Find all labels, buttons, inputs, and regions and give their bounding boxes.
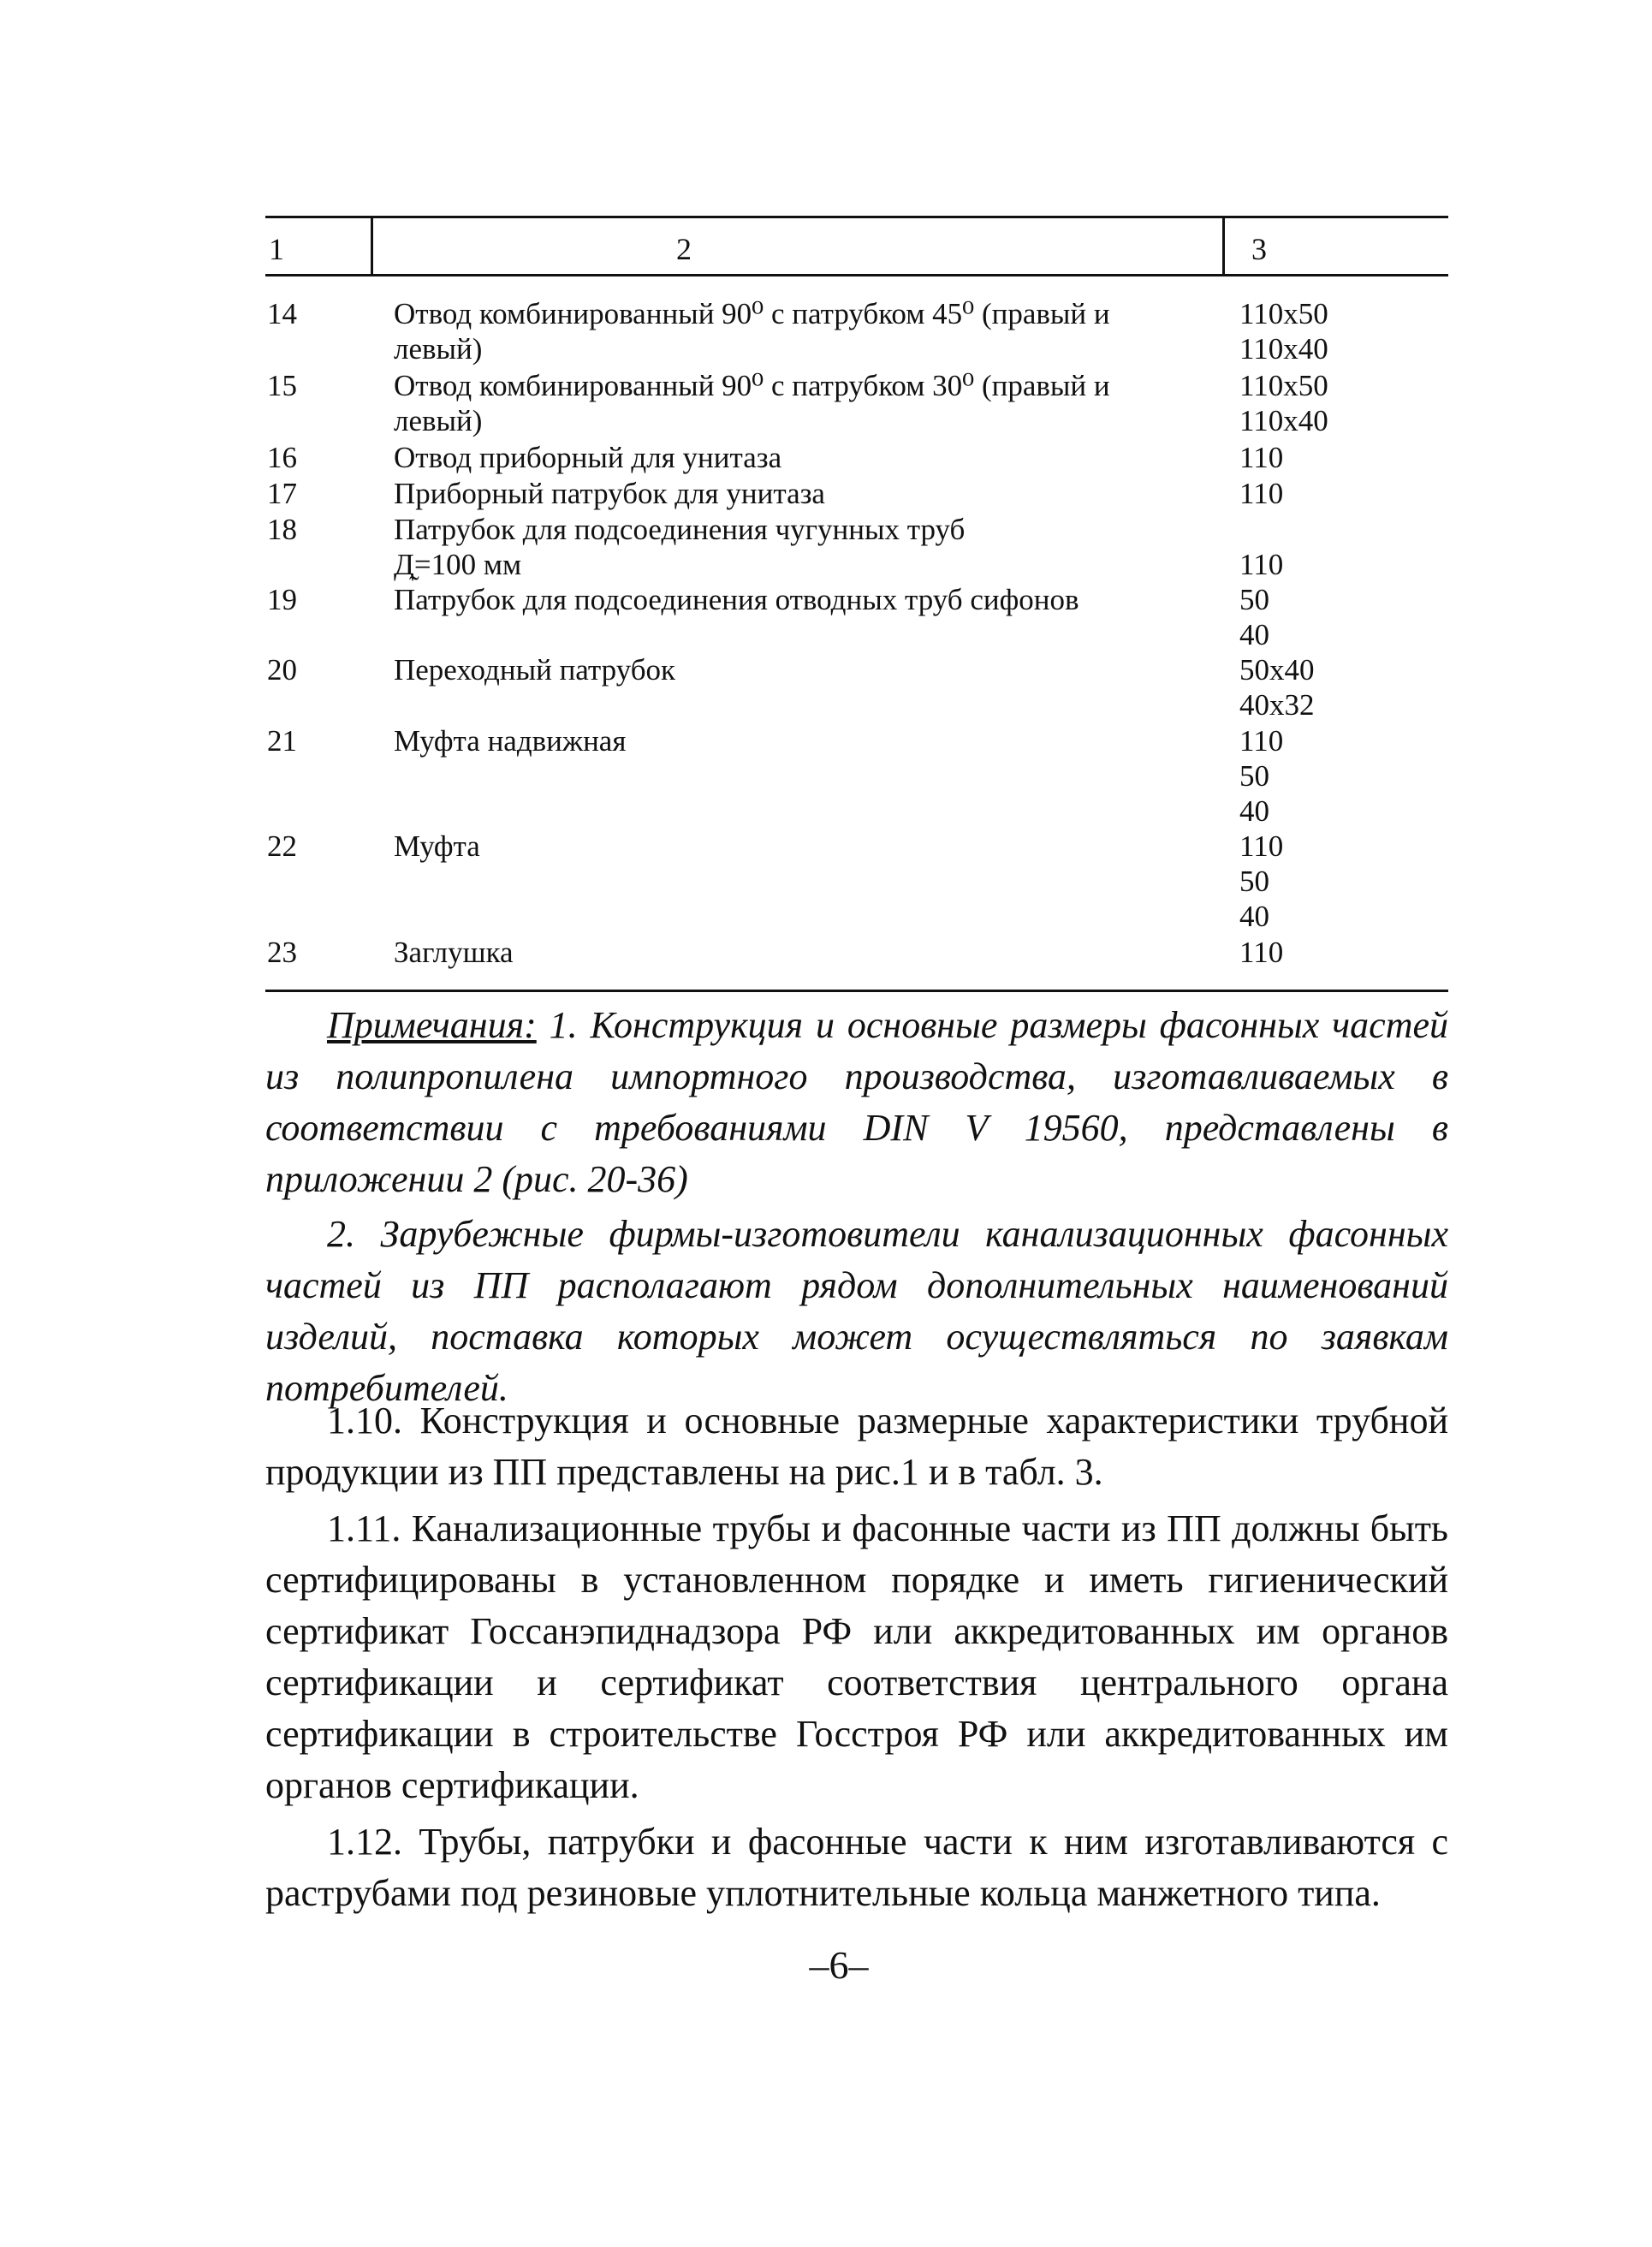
row-name <box>394 368 1215 438</box>
row-name <box>394 476 1215 511</box>
table-header-col-2: 2 <box>676 232 692 266</box>
row-size-value: 110 <box>1239 441 1284 474</box>
row-sizes <box>1239 723 1283 829</box>
note-1-text: 1. Конструкция и основные размеры фасонных частей из полипропилена импортного производства, изготавливаемых в соответствии с требованиями DIN V 19560, представлены в приложении 2 (рис. 20-36) <box>265 1004 1448 1200</box>
note-1 <box>265 1000 1448 1205</box>
row-size-value: 40x32 <box>1239 688 1315 722</box>
row-size-value: 50 <box>1239 759 1269 793</box>
body-text <box>265 1395 1448 1919</box>
row-number: 22 <box>267 829 297 863</box>
row-number: 23 <box>267 936 297 969</box>
paragraph-1-12: 1.12. Трубы, патрубки и фасонные части к ним изготавливаются с раструбами под резиновые уплотнительные кольца манжетного типа. <box>265 1821 1448 1914</box>
row-sizes <box>1239 476 1283 511</box>
table-header-rule <box>265 274 1448 276</box>
row-name-line: Приборный патрубок для унитаза <box>394 477 825 510</box>
row-name-line: Заглушка <box>394 936 514 969</box>
table-header-col-1: 1 <box>269 232 284 266</box>
table-header-divider-1 <box>371 216 373 276</box>
row-number: 14 <box>267 297 297 330</box>
row-sizes <box>1239 368 1328 438</box>
row-name-line: Патрубок для подсоединения чугунных труб <box>394 513 966 546</box>
row-name <box>394 935 1215 970</box>
table-header-divider-2 <box>1222 216 1225 276</box>
row-name-line: Муфта надвижная <box>394 724 627 758</box>
row-size-value: 110 <box>1239 724 1284 758</box>
paragraph-1-11: 1.11. Канализационные трубы и фасонные части из ПП должны быть сертифицированы в установленном порядке и иметь гигиенический сертификат Госсанэпиднадзора РФ или аккредитованных им органов сертификации и сертификат соответствия центрального органа сертификации в строительстве Госстроя РФ или аккредитованных им органов сертификации. <box>265 1507 1448 1806</box>
row-sizes <box>1239 582 1269 652</box>
row-number: 16 <box>267 441 297 474</box>
row-name-line: левый) <box>394 332 483 366</box>
row-sizes <box>1239 512 1283 582</box>
row-size-value: 110 <box>1239 548 1284 581</box>
row-name-line: левый) <box>394 404 483 437</box>
row-number: 18 <box>267 513 297 546</box>
row-number: 17 <box>267 477 297 510</box>
row-size-value: 50 <box>1239 865 1269 898</box>
row-size-value: 40 <box>1239 900 1269 933</box>
row-size-value: 110x50 <box>1239 369 1328 402</box>
row-size-value: 40 <box>1239 618 1269 651</box>
row-size-value <box>1239 512 1283 547</box>
row-name-line: Отвод приборный для унитаза <box>394 441 782 474</box>
row-size-value: 50x40 <box>1239 653 1315 687</box>
row-sizes <box>1239 829 1283 934</box>
row-name-line: Отвод комбинированный 90⁰ с патрубком 45⁰ (правый и <box>394 297 1110 330</box>
row-name <box>394 582 1215 617</box>
row-number: 15 <box>267 369 297 402</box>
row-sizes <box>1239 652 1315 722</box>
row-size-value: 110x40 <box>1239 332 1328 366</box>
row-name-line: Отвод комбинированный 90⁰ с патрубком 30⁰ (правый и <box>394 369 1110 402</box>
row-size-value: 110x50 <box>1239 297 1328 330</box>
row-size-value: 110 <box>1239 477 1284 510</box>
row-name-line: Патрубок для подсоединения отводных труб сифонов <box>394 583 1079 616</box>
row-name <box>394 440 1215 475</box>
notes-block <box>265 1000 1448 1414</box>
row-size-value: 50 <box>1239 583 1269 616</box>
row-size-value: 110 <box>1239 829 1284 863</box>
row-sizes <box>1239 935 1283 970</box>
notes-label: Примечания: <box>327 1004 537 1046</box>
row-name <box>394 512 1215 582</box>
paragraph-1-10: 1.10. Конструкция и основные размерные характеристики трубной продукции из ПП представлены на рис.1 и в табл. 3. <box>265 1400 1448 1493</box>
row-name-line: Муфта <box>394 829 480 863</box>
row-name <box>394 829 1215 864</box>
row-number: 19 <box>267 583 297 616</box>
row-number: 20 <box>267 653 297 687</box>
table-top-rule <box>265 216 1448 218</box>
note-2: 2. Зарубежные фирмы-изготовители канализационных фасонных частей из ПП располагают рядом дополнительных наименований изделий, поставка которых может осуществляться по заявкам потребителей. <box>265 1213 1448 1409</box>
row-sizes <box>1239 296 1328 366</box>
row-sizes <box>1239 440 1283 475</box>
table-header-col-3: 3 <box>1251 232 1267 266</box>
row-name <box>394 652 1215 687</box>
row-name-line: Д̰=100 мм <box>394 548 522 581</box>
page-number: –6– <box>809 1943 869 1987</box>
row-size-value: 110x40 <box>1239 404 1328 437</box>
row-name <box>394 723 1215 758</box>
row-name-line: Переходный патрубок <box>394 653 676 687</box>
row-size-value: 110 <box>1239 936 1284 969</box>
row-name <box>394 296 1215 366</box>
row-size-value: 40 <box>1239 794 1269 828</box>
table-bottom-rule <box>265 990 1448 992</box>
row-number: 21 <box>267 724 297 758</box>
